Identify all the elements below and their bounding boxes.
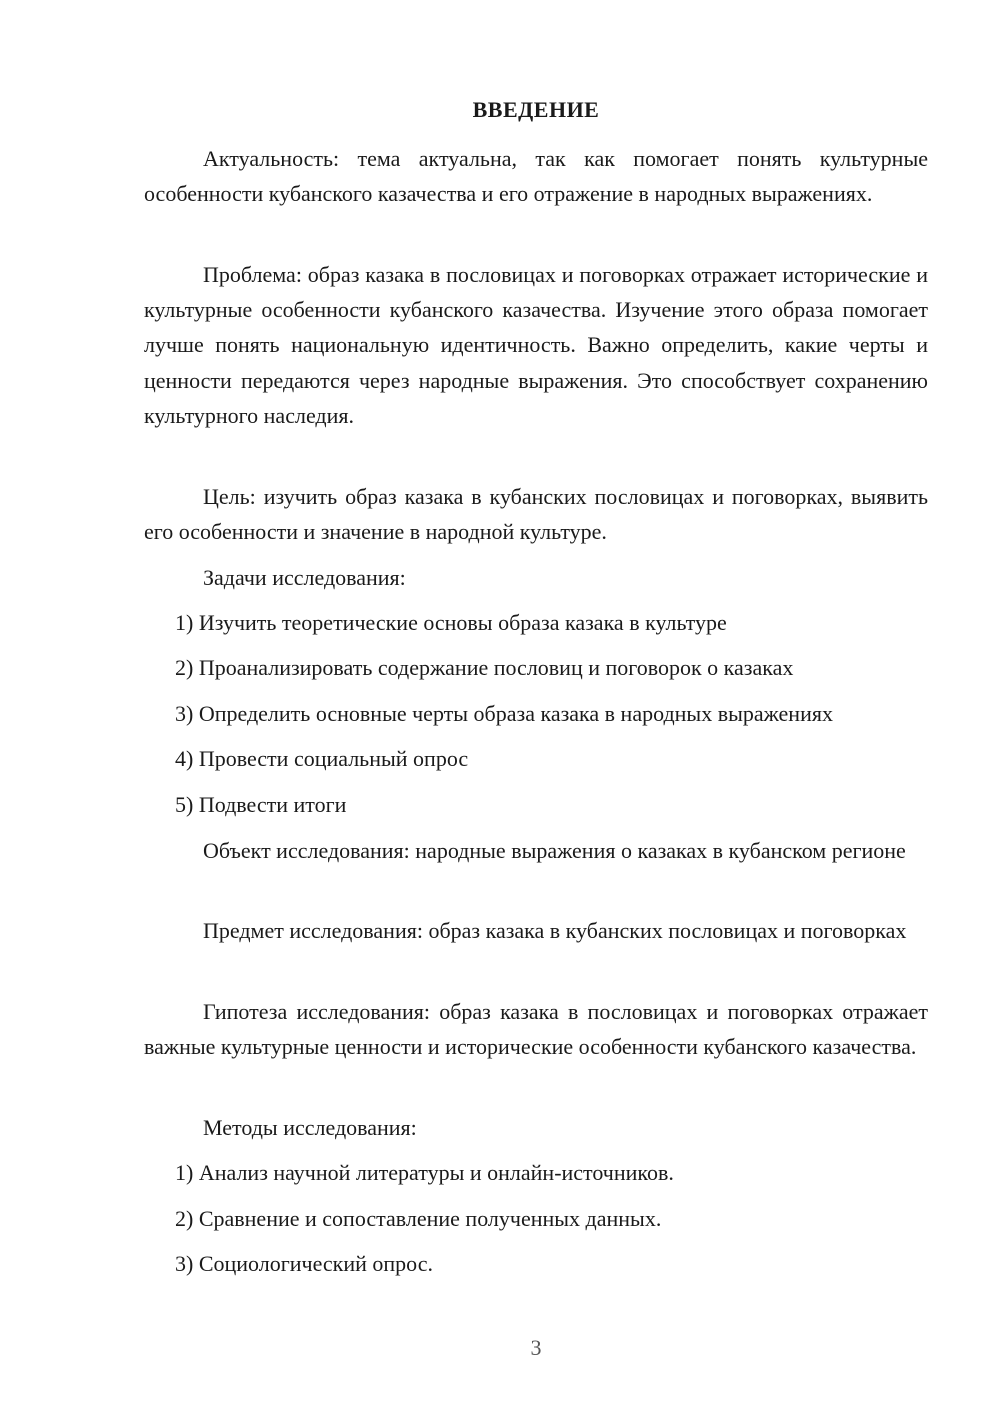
problem-paragraph: Проблема: образ казака в пословицах и поговорках отражает исторические и культурные особенности кубанского казачества. Изучение этого образа помогает лучше понять национальную идентичность. Важно определить, какие черты и ценности передаются через народные выражения. Это способствует сохранению культурного наследия. xyxy=(144,262,928,428)
task-item-2: 2) Проанализировать содержание пословиц и поговорок о казаках xyxy=(175,655,794,680)
tasks-heading: Задачи исследования: xyxy=(203,565,406,590)
relevance-paragraph: Актуальность: тема актуальна, так как помогает понять культурные особенности кубанского казачества и его отражение в народных выражениях. xyxy=(144,146,928,207)
method-item-2: 2) Сравнение и сопоставление полученных данных. xyxy=(175,1206,662,1231)
task-item-1: 1) Изучить теоретические основы образа казака в культуре xyxy=(175,610,727,635)
task-item-4: 4) Провести социальный опрос xyxy=(175,746,469,771)
page-number: 3 xyxy=(530,1335,542,1360)
method-item-3: 3) Социологический опрос. xyxy=(175,1251,433,1276)
subject-paragraph: Предмет исследования: образ казака в кубанских пословицах и поговорках xyxy=(203,918,907,943)
goal-paragraph: Цель: изучить образ казака в кубанских пословицах и поговорках, выявить его особенности и значение в народной культуре. xyxy=(144,484,928,545)
object-paragraph: Объект исследования: народные выражения о казаках в кубанском регионе xyxy=(203,838,906,863)
task-item-5: 5) Подвести итоги xyxy=(175,792,347,817)
method-item-1: 1) Анализ научной литературы и онлайн-источников. xyxy=(175,1160,674,1185)
section-title: ВВЕДЕНИЕ xyxy=(472,97,600,122)
hypothesis-paragraph: Гипотеза исследования: образ казака в пословицах и поговорках отражает важные культурные ценности и исторические особенности кубанского казачества. xyxy=(144,999,928,1060)
methods-heading: Методы исследования: xyxy=(203,1115,417,1140)
task-item-3: 3) Определить основные черты образа казака в народных выражениях xyxy=(175,701,833,726)
